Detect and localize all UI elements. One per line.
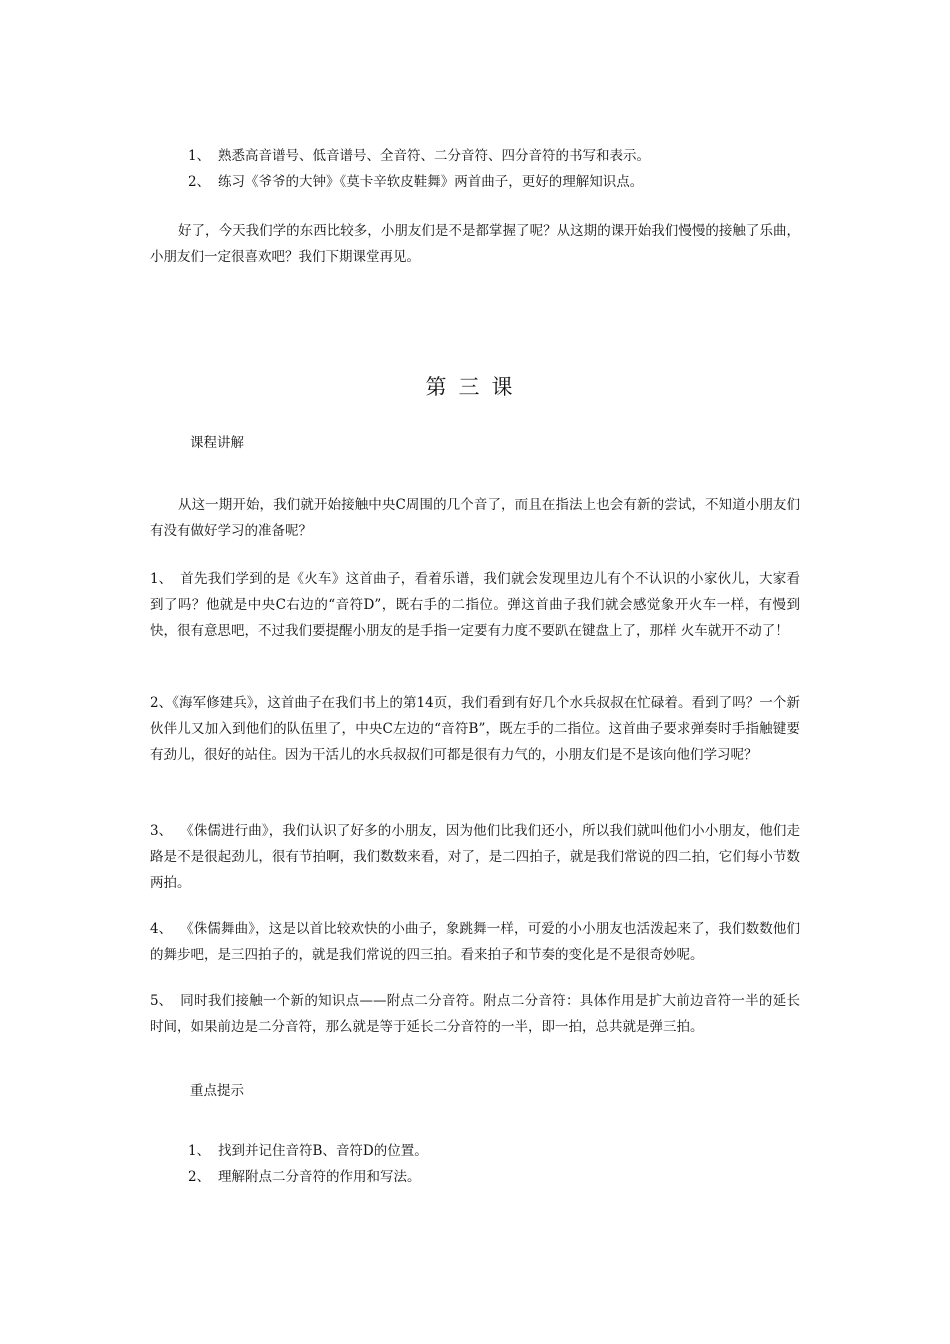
item-text: 同时我们接触一个新的知识点——附点二分音符。附点二分音符：具体作用是扩大前边音符一半的延长时间，如果前边是二分音符，那么就是等于延长二分音符的一半，即一拍，总共就是弹三拍。 (150, 993, 800, 1035)
closing-paragraph: 好了，今天我们学的东西比较多，小朋友们是不是都掌握了呢？从这期的课开始我们慢慢的接触了乐曲，小朋友们一定很喜欢吧？我们下期课堂再见。 (150, 223, 800, 265)
item-text: 《侏儒舞曲》，这是以首比较欢快的小曲子，象跳舞一样，可爱的小小朋友也活泼起来了，我们数数他们的舞步吧，是三四拍子的，就是我们常说的四三拍。看来拍子和节奏的变化是不是很奇妙呢。 (150, 921, 800, 963)
item-number: 1、 (150, 571, 173, 587)
lesson-item-2 (150, 690, 800, 768)
lesson-item-1 (150, 566, 800, 644)
summary-item-2 (188, 172, 643, 192)
item-number: 5、 (150, 993, 173, 1009)
list-number: 1、 (188, 1143, 211, 1159)
item-text: 《侏儒进行曲》，我们认识了好多的小朋友，因为他们比我们还小，所以我们就叫他们小小朋友，他们走路是不是很起劲儿，很有节拍啊，我们数数来看，对了，是二四拍子，就是我们常说的四二拍，它们每小节数两拍。 (150, 823, 800, 891)
section-heading-explain: 课程讲解 (190, 435, 244, 451)
lesson-item-3 (150, 818, 800, 896)
list-number: 1、 (188, 148, 211, 164)
lesson-title: 第三课 (425, 375, 525, 399)
list-text: 找到并记住音符B、音符D的位置。 (218, 1143, 428, 1159)
key-point-2 (188, 1167, 421, 1187)
summary-item-1 (188, 146, 650, 166)
list-number: 2、 (188, 1169, 211, 1185)
item-text: 首先我们学到的是《火车》这首曲子，看着乐谱，我们就会发现里边儿有个不认识的小家伙儿，大家看到了吗？他就是中央C右边的“音符D”，既右手的二指位。弹这首曲子我们就会感觉象开火车一样，有慢到快，很有意思吧，不过我们要提醒小朋友的是手指一定要有力度不要趴在键盘上了，那样 火车就开不动了！ (150, 571, 800, 639)
list-text: 练习《爷爷的大钟》《莫卡辛软皮鞋舞》两首曲子，更好的理解知识点。 (218, 174, 644, 190)
list-text: 熟悉高音谱号、低音谱号、全音符、二分音符、四分音符的书写和表示。 (218, 148, 650, 164)
section-heading-key-points: 重点提示 (190, 1083, 244, 1099)
intro-paragraph: 从这一期开始，我们就开始接触中央C周围的几个音了，而且在指法上也会有新的尝试，不知道小朋友们有没有做好学习的准备呢？ (150, 497, 800, 539)
key-point-1 (188, 1141, 428, 1161)
list-number: 2、 (188, 174, 211, 190)
item-text: 《海军修建兵》，这首曲子在我们书上的第14页，我们看到有好几个水兵叔叔在忙碌着。看到了吗？一个新伙伴儿又加入到他们的队伍里了，中央C左边的“音符B”，既左手的二指位。这首曲子要求弹奏时手指触键要有劲儿，很好的站住。因为干活儿的水兵叔叔们可都是很有力气的，小朋友们是不是该向他们学习呢？ (150, 695, 800, 763)
lesson-item-4 (150, 916, 800, 968)
item-number: 2、 (150, 695, 173, 711)
list-text: 理解附点二分音符的作用和写法。 (218, 1169, 421, 1185)
item-number: 4、 (150, 921, 173, 937)
item-number: 3、 (150, 823, 173, 839)
lesson-item-5 (150, 988, 800, 1040)
